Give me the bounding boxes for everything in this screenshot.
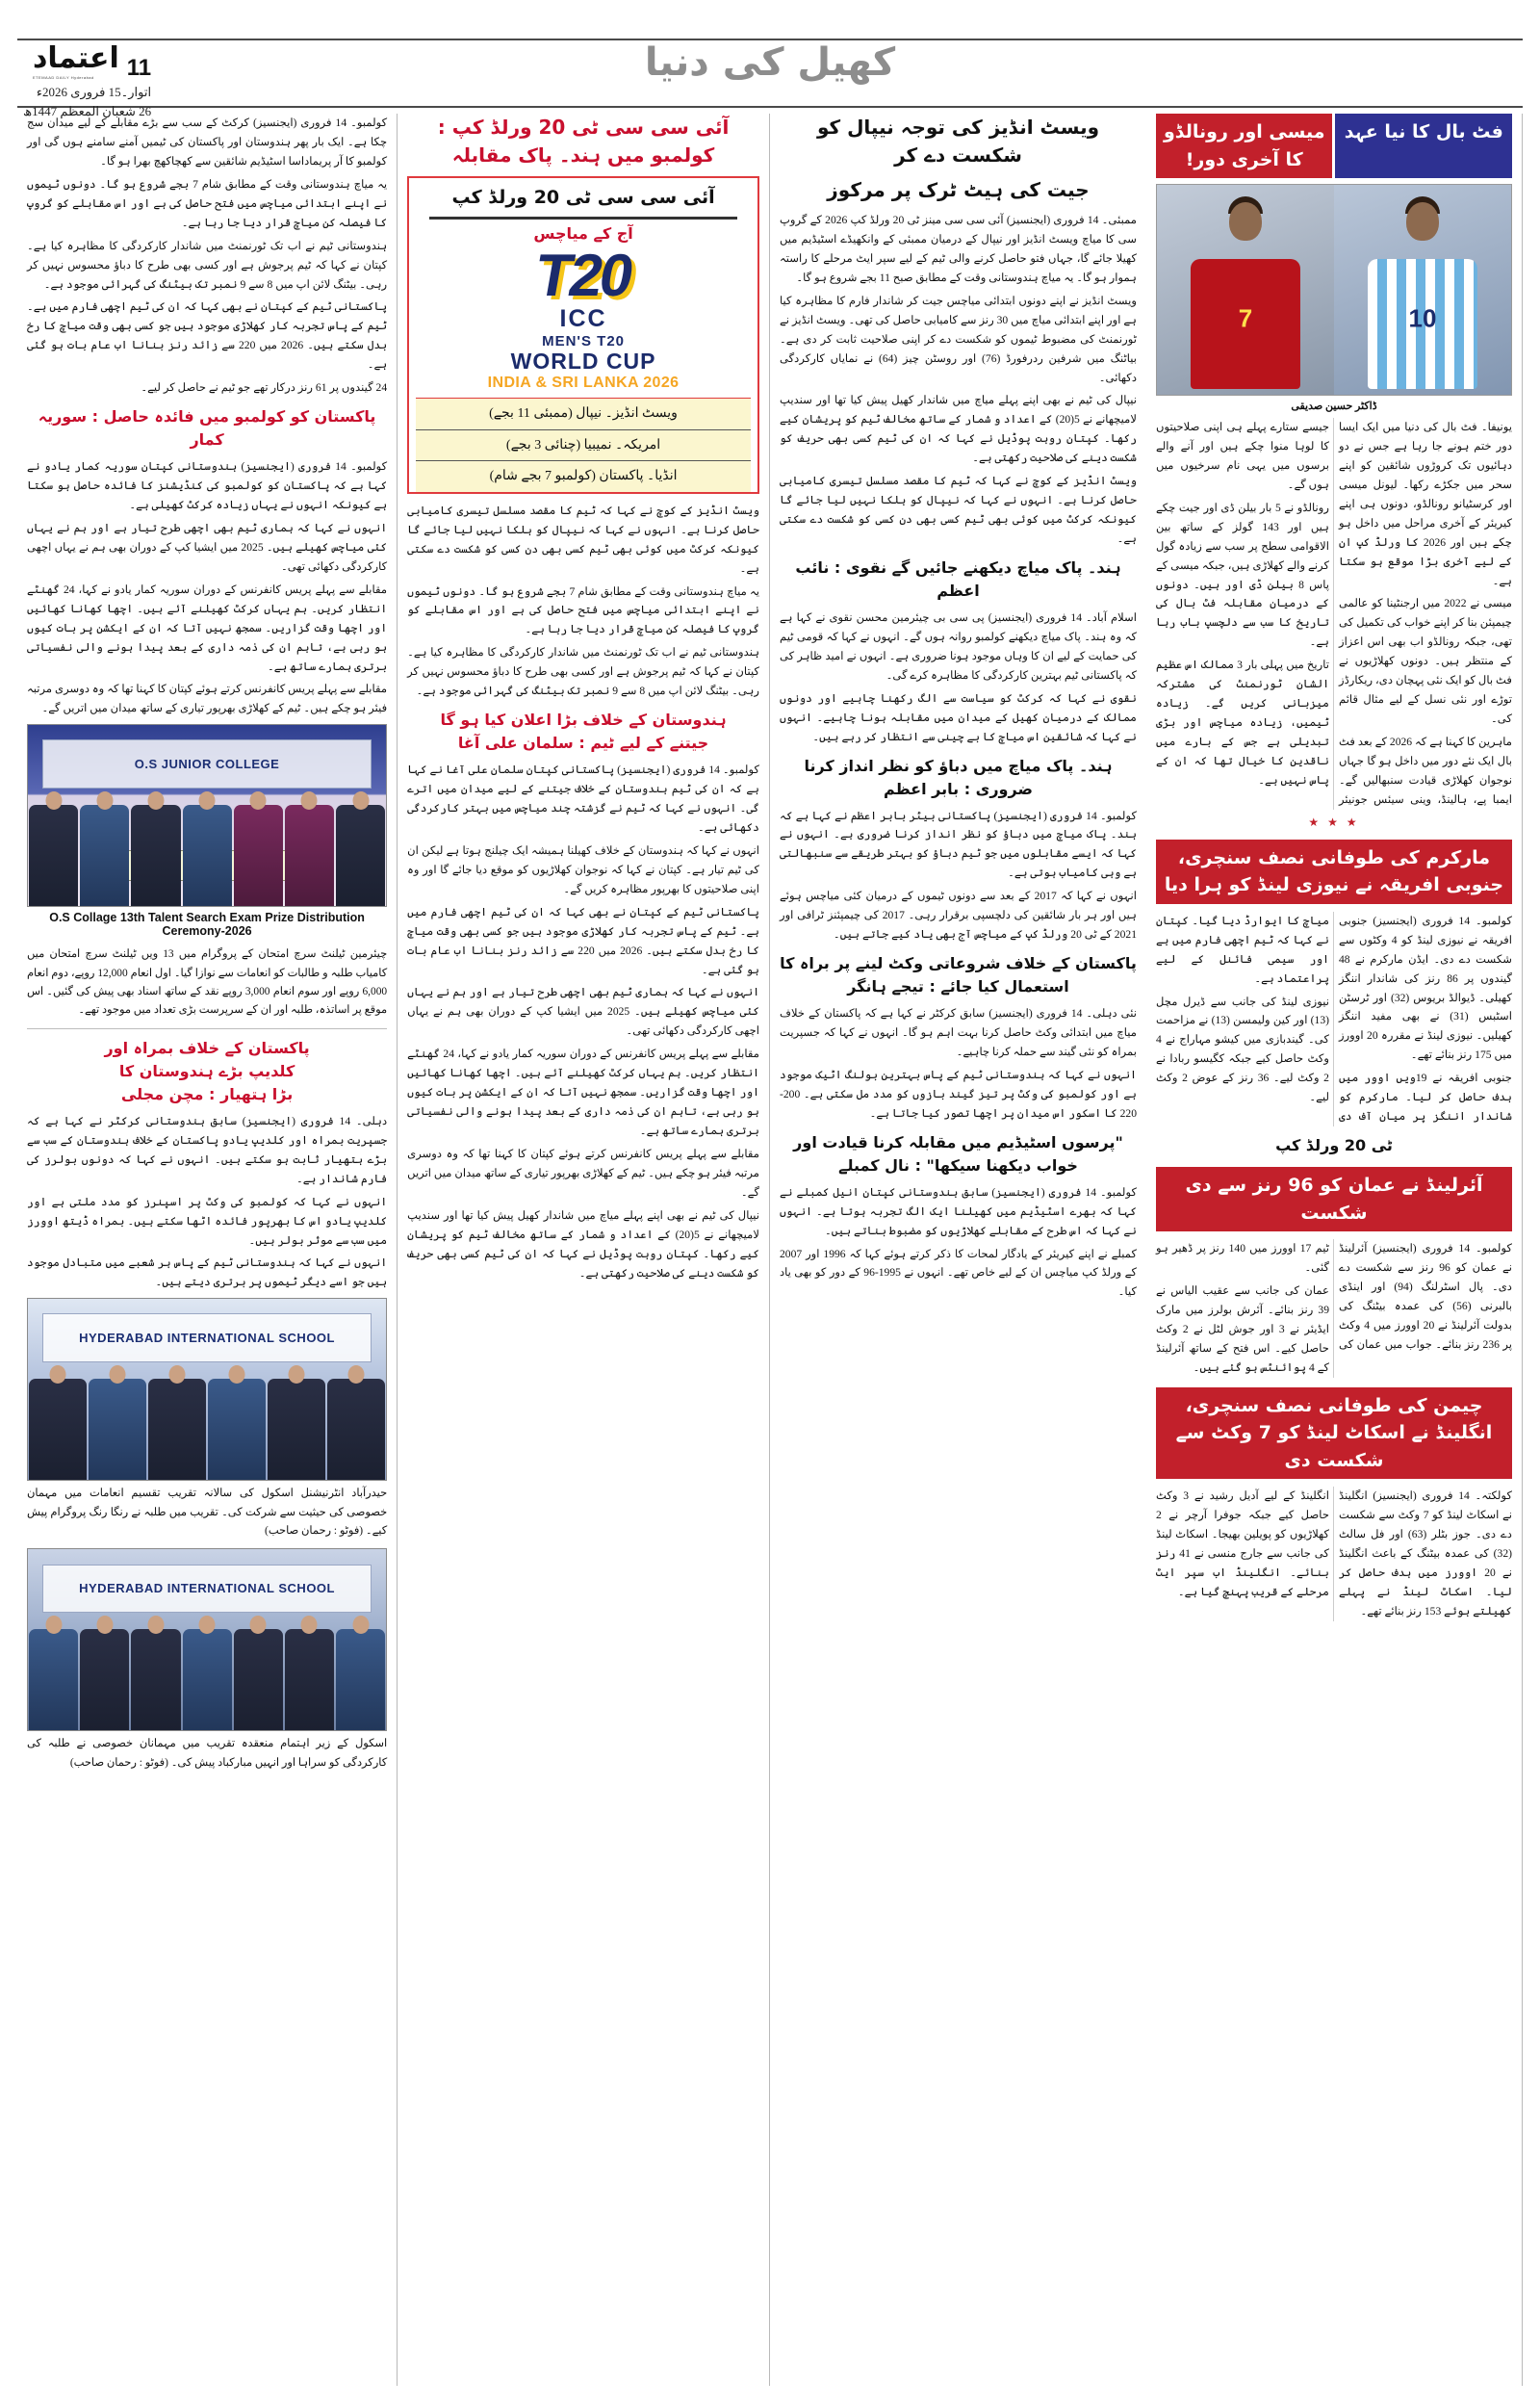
photo-banner-text: O.S JUNIOR COLLEGE <box>42 739 372 789</box>
person <box>29 1379 87 1480</box>
photo-banner-text: HYDERABAD INTERNATIONAL SCHOOL <box>42 1313 372 1362</box>
article-babar: کولمبو۔ 14 فروری (ایجنسیز) پاکستانی بیٹر بابر اعظم نے کہا ہے کہ ہند۔ پاک میاچ میں دباؤ کو نظر انداز کرنا ضروری ہے۔ انہوں نے کہا کہ ایسے مقابلوں میں جو ٹیم دباؤ کو بہتر طریقے سے سنبھالتی ہے وہی کامیاب ہوتی ہے۔ انہوں نے کہا کہ 2017 کے بعد سے دونوں ٹیموں کے درمیان کئی میاچس ہوئے ہیں اور ہر بار شائقین کی دلچسپی برقرار رہی۔ 2017 کی چیمپئنز ٹرافی اور 2021 کے ٹی 20 ورلڈ کپ کے میاچس آج بھی یاد کیے جاتے ہیں۔ <box>779 809 1137 942</box>
date-gregorian: اتوار۔15 فروری 2026ء <box>36 85 152 99</box>
jersey-number: 10 <box>1408 303 1437 333</box>
photo-people-group <box>28 1629 386 1730</box>
person <box>29 805 78 906</box>
banner-england-scotland: چیمن کی طوفانی نصف سنچری، انگلینڈ نے اسکاٹ لینڈ کو 7 وکٹ سے شکست دی <box>1156 1387 1512 1480</box>
icc-match-row: انڈیا۔ پاکستان (کولمبو 7 بجے شام) <box>489 469 678 484</box>
divider <box>27 1028 387 1029</box>
person <box>234 1629 283 1730</box>
section-title: کھیل کی دنیا <box>644 40 896 85</box>
article-kumble: کولمبو۔ 14 فروری (ایجنسیز) سابق ہندوستانی کپتان انیل کمبلے نے کہا کہ بھرے اسٹیڈیم میں کھیلنا ایک الگ تجربہ ہوتا ہے۔ انہوں نے کہا کہ اس طرح کے مقابلے کھلاڑیوں کو مضبوط بناتے ہیں۔ کمبلے نے اپنے کیریئر کے یادگار لمحات کا ذکر کرتے ہوئے کہا کہ 1996 اور 2007 کے ورلڈ کپ میاچس ان کے لیے خاص تھے۔ انہوں نے 1995-96 کے دور کو بھی یاد کیا۔ <box>779 1185 1137 1299</box>
headline-first-wicket: پاکستان کے خلاف شروعاتی وکٹ لینے پر براہ کا استعمال کیا جائے : تیجے ہانگر <box>780 954 1137 996</box>
photo-os-junior-college <box>27 724 387 907</box>
photo-people-group <box>28 1379 386 1480</box>
photo-caption-english: O.S Collage 13th Talent Search Exam Prize Distribution Ceremony-2026 <box>49 911 365 939</box>
article-suryakumar: کولمبو۔ 14 فروری (ایجنسیز) ہندوستانی کپتان سوریہ کمار یادو نے کہا ہے کہ پاکستان کو کولمبو کی کنڈیشنز کا فائدہ حاصل ہو سکتا ہے کیونکہ انہوں نے یہاں زیادہ کرکٹ کھیلی ہے۔ انہوں نے کہا کہ ہماری ٹیم بھی اچھی طرح تیار ہے اور ہم نے یہاں کئی میاچس کھیلے ہیں۔ 2025 میں ایشیا کپ کے دوران بھی ہم نے یہاں اچھی کارکردگی دکھائی تھی۔ مقابلے سے پہلے پریس کانفرنس کے دوران سوریہ کمار یادو نے کہا، 24 گھنٹے انتظار کریں۔ ہم یہاں کرکٹ کھیلنے آئے ہیں۔ اچھا کھانا کھائیں اور اچھا وقت گزاریں۔ سمجھ نہیں آتا کہ ان کے ایکشن پر بات کیوں ہو رہی ہے، تاہم ان کی ذمہ داری کے بعد پیدا ہونے والی نفسیاتی برتری ہمارے ساتھ ہے۔ مقابلے سے پہلے پریس کانفرنس کرتے ہوئے کپتان کا کہنا تھا کہ وہ دوسری مرتبہ فیئر ہو چکے ہیں۔ ٹیم کے کھلاڑی بھرپور تیاری کے ساتھ میدان میں اتریں گے۔ <box>27 460 388 715</box>
person <box>208 1379 266 1480</box>
argentina-jersey <box>1368 259 1477 389</box>
person <box>89 1379 146 1480</box>
article-salman-ali-agha: کولمبو۔ 14 فروری (ایجنسیز) پاکستانی کپتان سلمان علی آغا نے کہا ہے کہ ان کی ٹیم ہندوستان کے خلاف جیتنے کے لیے میدان میں اترے گی۔ انہوں نے کہا کہ ٹیم نے گزشتہ چند میاچس میں بہتر کارکردگی دکھائی ہے۔ انہوں نے کہا کہ ہندوستان کے خلاف کھیلنا ہمیشہ ایک چیلنج ہوتا ہے لیکن ان کی ٹیم تیار ہے۔ کپتان نے کہا کہ نوجوان کھلاڑیوں کو موقع دیا جائے گا اور وہ اپنی صلاحیتوں کا بھرپور مظاہرہ کریں گے۔ پاکستانی ٹیم کے کپتان نے بھی کہا کہ ان کی ٹیم اچھی فارم میں ہے۔ ٹیم کے پاس تجربہ کار کھلاڑی موجود ہیں جو کسی بھی وقت میاچ کا رخ بدل سکتے ہیں۔ 2026 میں 220 سے زائد رنز بنانا اب عام بات ہو گئی ہے۔ انہوں نے کہا کہ ہماری ٹیم بھی اچھی طرح تیار ہے اور ہم نے یہاں کئی میاچس کھیلے ہیں۔ 2025 میں ایشیا کپ کے دوران بھی ہم نے یہاں اچھی کارکردگی دکھائی تھی۔ مقابلے سے پہلے پریس کانفرنس کے دوران سوریہ کمار یادو نے کہا، 24 گھنٹے انتظار کریں۔ ہم یہاں کرکٹ کھیلنے آئے ہیں۔ اچھا کھانا کھائیں اور اچھا وقت گزاریں۔ سمجھ نہیں آتا کہ ان کے ایکشن پر بات کیوں ہو رہی ہے، تاہم ان کی ذمہ داری کے بعد پیدا ہونے والی نفسیاتی برتری ہمارے ساتھ ہے۔ مقابلے سے پہلے پریس کانفرنس کرتے ہوئے کپتان کا کہنا تھا کہ وہ دوسری مرتبہ فیئر ہو چکے ہیں۔ ٹیم کے کھلاڑی بھرپور تیاری کے ساتھ میدان میں اتریں گے۔ نیپال کی ٹیم نے بھی اپنے پہلے میاچ میں شاندار کھیل پیش کیا تھا اور سندیپ لامیچھانے نے 5(20) کے اعداد و شمار کے ساتھ مخالف ٹیم کو پریشان کیے رکھا۔ کپتان روہت پوڈیل نے کہا کہ ان کی ٹیم کسی بھی حریف کو شکست دینے کی صلاحیت رکھتی ہے۔ <box>407 764 759 1280</box>
headline-hindustan-elaan: ہندوستان کے خلاف بڑا اعلان کیا ہو گا جیتنے کے لیے ٹیم : سلمان علی آغا <box>440 711 727 753</box>
article-ireland: کولمبو۔ 14 فروری (ایجنسیز) آئرلینڈ نے عمان کو 96 رنز سے شکست دے دی۔ پال اسٹرلنگ (94) اور اینڈی بالبرنی (56) کی عمدہ بیٹنگ کی بدولت آئرلینڈ نے 20 اوورز میں 4 وکٹ پر 236 رنز بنائے۔ جواب میں عمان کی ٹیم 17 اوورز میں 140 رنز پر ڈھیر ہو گئی۔ عمان کی جانب سے عقیب الیاس نے 39 رنز بنائے۔ آئرش بولرز میں مارک ایڈیئر نے 3 اور جوش لٹل نے 2 وکٹ حاصل کیے۔ اس فتح کے ساتھ آئرلینڈ کے 4 پوائنٹس ہو گئے ہیں۔ <box>1155 1242 1512 1374</box>
person <box>268 1379 325 1480</box>
person <box>131 1629 180 1730</box>
headline-westindies-line2: جیت کی ہیٹ ٹرک پر مرکوز <box>827 178 1090 201</box>
headline-icc-hind-pak: آئی سی سی ٹی 20 ورلڈ کپ : کولمبو میں ہند۔ پاک مقابلہ <box>437 116 730 167</box>
person <box>336 805 385 906</box>
photo-hyderabad-international-school-2 <box>27 1548 387 1731</box>
photo-messi <box>1334 185 1511 395</box>
photo-messi-ronaldo <box>1156 184 1512 396</box>
icc-match-row: ویسٹ انڈیز۔ نیپال (ممبئی 11 بجے) <box>416 399 751 430</box>
photo-hyderabad-international-school-1 <box>27 1298 387 1481</box>
icc-worldcup-label: WORLD CUP <box>510 348 656 374</box>
headline-pak-kolombo: پاکستان کو کولمبو میں فائدہ حاصل : سوریہ کمار <box>38 407 376 450</box>
headline-westindies: ویسٹ انڈیز کی توجہ نیپال کو شکست دے کر <box>816 116 1100 167</box>
article-markram: کولمبو۔ 14 فروری (ایجنسیز) جنوبی افریقہ نے نیوزی لینڈ کو 4 وکٹوں سے شکست دے دی۔ ایڈن مارکرم نے 48 گیندوں پر 86 رنز کی شاندار اننگز کھیلی۔ ڈیوالڈ بریوس (32) اور ٹرسٹن اسٹبس (31) نے بھی مفید اننگز کھیلیں۔ نیوزی لینڈ نے مقررہ 20 اوورز میں 175 رنز بنائے تھے۔ جنوبی افریقہ نے 19ویں اوور میں ہدف حاصل کر لیا۔ مارکرم کو شاندار اننگز پر میان آف دی میاچ کا ایوارڈ دیا گیا۔ کپتان نے کہا کہ ٹیم اچھی فارم میں ہے اور سیمی فائنل کے لیے پراعتماد ہے۔ نیوزی لینڈ کی جانب سے ڈیرل مچل (13) اور کین ولیمسن (13) نے مزاحمت کی۔ گیندبازی میں کیشو مہاراج نے 4 وکٹ حاصل کیے جبکہ کگیسو ربادا نے 2 وکٹ لیے۔ 36 رنز کے عوض 2 وکٹ لیے۔ <box>1155 914 1512 1124</box>
person <box>327 1379 385 1480</box>
person <box>285 1629 334 1730</box>
person <box>80 1629 129 1730</box>
headline-t20-worldcup: ٹی 20 ورلڈ کپ <box>1275 1136 1393 1155</box>
person <box>183 805 232 906</box>
date-hijri: 26 شعبان المعظم 1447ھ <box>23 104 152 119</box>
person <box>148 1379 206 1480</box>
headline-naqvi: ہند۔ پاک میاچ دیکھنے جائیں گے نقوی : نائب اعظم <box>795 557 1121 600</box>
jersey-number: 7 <box>1238 303 1253 333</box>
column-photos <box>17 114 397 2386</box>
icc-today-label: آج کے میاچس <box>533 223 633 243</box>
portugal-jersey <box>1191 259 1300 389</box>
banner-ireland-oman: آئرلینڈ نے عمان کو 96 رنز سے دی شکست <box>1156 1167 1512 1231</box>
photo-caption-urdu: چیئرمین ٹیلنٹ سرچ امتحان کے پروگرام میں 13 ویں ٹیلنٹ سرچ امتحان میں کامیاب طلبہ و طالبات کو انعامات سے نوازا گیا۔ اول انعام 12,000 روپے، دوم انعام 6,000 روپے اور سوم انعام 3,000 روپے نقد کے ساتھ اسناد بھی پیش کی گئیں۔ اس موقع پر اساتذہ، طلبہ اور ان کے سرپرست بڑی تعداد میں موجود تھے۔ <box>27 948 388 1017</box>
icc-box-rule <box>429 217 737 220</box>
article-football-era: یونیفا۔ فٹ بال کی دنیا میں ایک ایسا دور ختم ہونے جا رہا ہے جس نے دو دہائیوں تک کروڑوں شائقین کو اپنے سحر میں جکڑے رکھا۔ لیونل میسی اور کرسٹیانو رونالڈو، دونوں ہی اپنے کیریئر کے آخری مراحل میں داخل ہو چکے ہیں اور 2026 کا ورلڈ کپ ان کے لیے آخری بڑا موقع ہو سکتا ہے۔ میسی نے 2022 میں ارجنٹینا کو عالمی چیمپئن بنا کر اپنے خواب کی تکمیل کی تھی، جبکہ رونالڈو اب بھی اس اعزاز کے منتظر ہیں۔ دونوں کھلاڑیوں نے فٹ بال کو ایک نئی پہچان دی، ریکارڈز توڑے اور نئی نسل کے لیے مثال قائم کی۔ ماہرین کا کہنا ہے کہ 2026 کے بعد فٹ بال ایک نئے دور میں داخل ہو گا جہاں نوجوان کھلاڑی قیادت سنبھالیں گے۔ ایمبا پے، ہالینڈ، وینی سیئس جونیئر جیسے ستارے پہلے ہی اپنی صلاحیتوں کا لوہا منوا چکے ہیں اور آنے والے برسوں میں یہی نام سرخیوں میں ہوں گے۔ رونالڈو نے 5 بار بیلن ڈی اور جیت چکے ہیں اور 143 گولز کے ساتھ بین الاقوامی سطح پر سب سے زیادہ گول کرنے والے کھلاڑی ہیں، جبکہ میسی کے پاس 8 بیلن ڈی اور ہیں۔ دونوں کے درمیان مقابلہ فٹ بال کی تاریخ کا سب سے دلچسپ باب رہا ہے۔ تاریخ میں پہلی بار 3 ممالک اس عظیم الشان ٹورنمنٹ کی مشترکہ میزبانی کریں گے۔ زیادہ ٹیمیں، زیادہ میاچس اور بڑی تبدیلی ہے جس کے بارے میں ناقدین کا خیال تھا کہ ان کے پاس نہیں ہے۔ <box>1155 421 1512 806</box>
person <box>29 1629 78 1730</box>
photo-caption-urdu: اسکول کے زیر اہتمام منعقدہ تقریب میں مہمانان خصوصی نے طلبہ کی کارکردگی کو سراہا اور انہیں مبارکباد پیش کی۔ (فوٹو : رحمان صاحب) <box>27 1738 388 1769</box>
right-top-text: کولمبو۔ 14 فروری (ایجنسیز) کرکٹ کے سب سے بڑے مقابلے کے لیے میدان سج چکا ہے۔ ایک بار پھر ہندوستان اور پاکستان کی ٹیمیں آمنے سامنے ہوں گی اور کولمبو کا آر پریماداسا اسٹیڈیم شائقین سے کھچاکھچ بھرا ہو گا۔ یہ میاچ ہندوستانی وقت کے مطابق شام 7 بجے شروع ہو گا۔ دونوں ٹیموں نے اپنے ابتدائی میاچس میں فتح حاصل کی ہے اور اس مقابلے کو گروپ کا فیصلہ کن میاچ قرار دیا جا رہا ہے۔ ہندوستانی ٹیم نے اب تک ٹورنمنٹ میں شاندار کارکردگی کا مظاہرہ کیا ہے۔ کپتان نے کہا کہ ٹیم پرجوش ہے اور کسی بھی طرح کا دباؤ محسوس نہیں کر رہی۔ بیٹنگ لائن اپ میں 8 سے 9 نمبر تک بیٹنگ کی گہرائی موجود ہے۔ پاکستانی ٹیم کے کپتان نے بھی کہا کہ ان کی ٹیم اچھی فارم میں ہے۔ ٹیم کے پاس تجربہ کار کھلاڑی موجود ہیں جو کسی بھی وقت میاچ کا رخ بدل سکتے ہیں۔ 2026 میں 220 سے زائد رنز بنانا اب عام بات ہو گئی ہے۔ 24 گیندوں پر 61 رنز درکار تھے جو ٹیم نے حاصل کر لیے۔ <box>27 116 388 395</box>
page-number: 11 <box>126 55 152 81</box>
person <box>285 805 334 906</box>
publication-logo: اعتماد <box>32 41 119 75</box>
article-westindies: ممبئی۔ 14 فروری (ایجنسیز) آئی سی سی مینز ٹی 20 ورلڈ کپ 2026 کے گروپ سی کا میاچ ویسٹ انڈیز اور نیپال کے درمیان ممبئی کے وانکھیڈے اسٹیڈیم میں کھیلا جائے گا، جہاں فتو حاصل کرنے والی ٹیم کے لیے سپر ایٹ مرحلے کا راستہ ہموار ہو گا۔ یہ میاچ ہندوستانی وقت کے مطابق صبح 11 بجے شروع ہو گا۔ ویسٹ انڈیز نے اپنے دونوں ابتدائی میاچس جیت کر شاندار فارم کا مظاہرہ کیا ہے اور اپنے ابتدائی میاچ میں 30 رنز سے کامیابی حاصل کی تھی۔ ویسٹ انڈیز نے ٹورنمنٹ کی مضبوط ٹیموں کو شکست دے کر اپنی صلاحیت ثابت کر دی ہے۔ بیاٹنگ میں شرفین ردرفورڈ (76) اور روسٹن چیز (64) نے نمایاں کارکردگی دکھائی۔ نیپال کی ٹیم نے بھی اپنے پہلے میاچ میں شاندار کھیل پیش کیا تھا اور سندیپ لامیچھانے نے 5(20) کے اعداد و شمار کے ساتھ مخالف ٹیم کو پریشان کیے رکھا۔ کپتان روہت پوڈیل نے کہا کہ ان کی ٹیم کسی بھی حریف کو شکست دینے کی صلاحیت رکھتی ہے۔ ویسٹ انڈیز کے کوچ نے کہا کہ ٹیم کا مقصد مسلسل تیسری کامیابی حاصل کرنا ہے۔ انہوں نے کہا کہ نیپال کو ہلکا نہیں لیا جائے گا کیونکہ کرکٹ میں کوئی بھی ٹیم کسی بھی دن کسی کو شکست دے سکتی ہے۔ <box>779 214 1137 545</box>
icc-match-row: امریکہ۔ نمیبیا (چنائی 3 بجے) <box>416 430 751 462</box>
photo-caption-urdu: حیدرآباد انٹرنیشنل اسکول کی سالانہ تقریب تقسیم انعامات میں مہمان خصوصی کی حیثیت سے شرکت کی۔ تقریب میں طلبہ نے رنگا رنگ پروگرام پیش کیے۔ (فوٹو : رحمان صاحب) <box>27 1488 388 1538</box>
player-head <box>1406 202 1439 241</box>
person <box>131 805 180 906</box>
t20-glyph: T20 <box>530 242 637 309</box>
icc-promo-box <box>407 176 759 494</box>
banner-markram: مارکرم کی طوفانی نصف سنچری، جنوبی افریقہ نے نیوزی لینڈ کو ہرا دیا <box>1156 840 1512 904</box>
icc-world-cup-logo <box>416 242 751 394</box>
article-bumrah: دہلی۔ 14 فروری (ایجنسیز) سابق ہندوستانی کرکٹر نے کہا ہے کہ جسپریت بمراہ اور کلدیپ یادو پاکستان کے خلاف ہندوستان کے سب سے بڑے ہتھیار ثابت ہو سکتے ہیں۔ انہوں نے کہا کہ دونوں بولرز کی فارم شاندار ہے۔ انہوں نے کہا کہ کولمبو کی وکٹ پر اسپنرز کو مدد ملتی ہے اور کلدیپ یادو اس کا بھرپور فائدہ اٹھا سکتے ہیں۔ بمراہ ڈیتھ اوورز میں سب سے موثر بولر ہیں۔ انہوں نے کہا کہ ہندوستانی ٹیم کے پاس ہر شعبے میں متبادل موجود ہیں جو اسے دیگر ٹیموں پر برتری دیتے ہیں۔ <box>27 1114 388 1289</box>
icc-wordmark: ICC <box>559 305 607 333</box>
photo-ronaldo <box>1157 185 1334 395</box>
icc-match-list <box>416 398 751 492</box>
icc-box-title: آئی سی سی ٹی 20 ورلڈ کپ <box>451 187 715 208</box>
player-head <box>1229 202 1262 241</box>
person <box>234 805 283 906</box>
article-hind-pak: ویسٹ انڈیز کے کوچ نے کہا کہ ٹیم کا مقصد مسلسل تیسری کامیابی حاصل کرنا ہے۔ انہوں نے کہا کہ نیپال کو ہلکا نہیں لیا جائے گا کیونکہ کرکٹ میں کوئی بھی ٹیم کسی بھی دن کسی کو شکست دے سکتی ہے۔ یہ میاچ ہندوستانی وقت کے مطابق شام 7 بجے شروع ہو گا۔ دونوں ٹیموں نے اپنے ابتدائی میاچس میں فتح حاصل کی ہے اور اس مقابلے کو گروپ کا فیصلہ کن میاچ قرار دیا جا رہا ہے۔ ہندوستانی ٹیم نے اب تک ٹورنمنٹ میں شاندار کارکردگی کا مظاہرہ کیا ہے۔ کپتان نے کہا کہ ٹیم پرجوش ہے اور کسی بھی طرح کا دباؤ محسوس نہیں کر رہی۔ بیٹنگ لائن اپ میں 8 سے 9 نمبر تک بیٹنگ کی گہرائی موجود ہے۔ <box>407 504 759 698</box>
person <box>336 1629 385 1730</box>
column-westindies <box>770 114 1146 2386</box>
byline: ڈاکٹر حسین صدیقی <box>1291 401 1377 412</box>
article-naqvi: اسلام آباد۔ 14 فروری (ایجنسیز) پی سی بی چیئرمین محسن نقوی نے کہا ہے کہ وہ ہند۔ پاک میاچ دیکھنے کولمبو روانہ ہوں گے۔ انہوں نے کہا کہ قومی ٹیم کی حمایت کے لیے ان کا وہاں موجود ہونا ضروری ہے۔ انہوں نے امید ظاہر کی کہ پاکستانی ٹیم بہترین کارکردگی کا مظاہرہ کرے گی۔ نقوی نے کہا کہ کرکٹ کو سیاست سے الگ رکھنا چاہیے اور دونوں ممالک کے درمیان کھیل کے میدان میں مقابلہ ہونا چاہیے۔ انہوں نے کہا کہ شائقین اس میاچ کا بے چینی سے انتظار کر رہے ہیں۔ <box>779 610 1137 743</box>
headline-bumrah-kuldeep: پاکستان کے خلاف بمراہ اور کلدیپ بڑے ہندوستان کا بڑا ہتھیار : مچن مجلی <box>104 1038 310 1103</box>
column-icc <box>397 114 770 2386</box>
photo-banner-text: HYDERABAD INTERNATIONAL SCHOOL <box>42 1565 372 1614</box>
column-grid <box>17 114 1523 2386</box>
publication-subtitle: ETEMAAD DAILY Hyderabad <box>32 75 94 80</box>
headline-babar-azam: ہند۔ پاک میاچ میں دباؤ کو نظر انداز کرنا ضروری : بابر اعظم <box>804 756 1113 798</box>
masthead <box>17 13 1523 119</box>
icc-mens-label: MEN'S T20 <box>542 332 626 349</box>
banner-messi-ronaldo: میسی اور رونالڈو کا آخری دور! <box>1156 114 1333 178</box>
article-first-wicket: نئی دہلی۔ 14 فروری (ایجنسیز) سابق کرکٹر نے کہا ہے کہ پاکستان کے خلاف میاچ میں ابتدائی وکٹ حاصل کرنا بہت اہم ہو گا۔ انہوں نے کہا کہ جسپریت بمراہ کو نئی گیند سے حملہ کرنا چاہیے۔ انہوں نے کہا کہ ہندوستانی ٹیم کے پاس بہترین بولنگ اٹیک موجود ہے اور کولمبو کی وکٹ پر تیز گیند بازوں کو مدد مل سکتی ہے۔ 200-220 کا اسکور اس میدان پر اچھا تصور کیا جاتا ہے۔ <box>779 1007 1137 1120</box>
article-england: کولکتہ۔ 14 فروری (ایجنسیز) انگلینڈ نے اسکاٹ لینڈ کو 7 وکٹ سے شکست دے دی۔ جوز بٹلر (63) اور فل سالٹ (32) کی عمدہ بیٹنگ کے باعث انگلینڈ نے 20 اوورز میں ہدف حاصل کر لیا۔ اسکاٹ لینڈ نے پہلے کھیلتے ہوئے 153 رنز بنائے تھے۔ انگلینڈ کے لیے آدیل رشید نے 3 وکٹ حاصل کیے جبکہ جوفرا آرچر نے 2 کھلاڑیوں کو پویلین بھیجا۔ اسکاٹ لینڈ کی جانب سے جارج منسی نے 41 رنز بنائے۔ انگلینڈ اب سپر ایٹ مرحلے کے قریب پہنچ گیا ہے۔ <box>1155 1489 1512 1618</box>
icc-host-label: INDIA & SRI LANKA 2026 <box>487 375 680 392</box>
photo-people-group <box>28 805 386 906</box>
football-banner-row <box>1156 114 1512 178</box>
column-football <box>1146 114 1523 2386</box>
decorative-stars: ★ ★ ★ <box>1308 815 1360 829</box>
person <box>183 1629 232 1730</box>
banner-football-new-era: فٹ بال کا نیا عہد <box>1335 114 1512 178</box>
person <box>80 805 129 906</box>
headline-kumble: "پرسوں اسٹیڈیم میں مقابلہ کرنا قیادت اور خواب دیکھنا سیکھا" : نال کمبلے <box>793 1132 1123 1175</box>
